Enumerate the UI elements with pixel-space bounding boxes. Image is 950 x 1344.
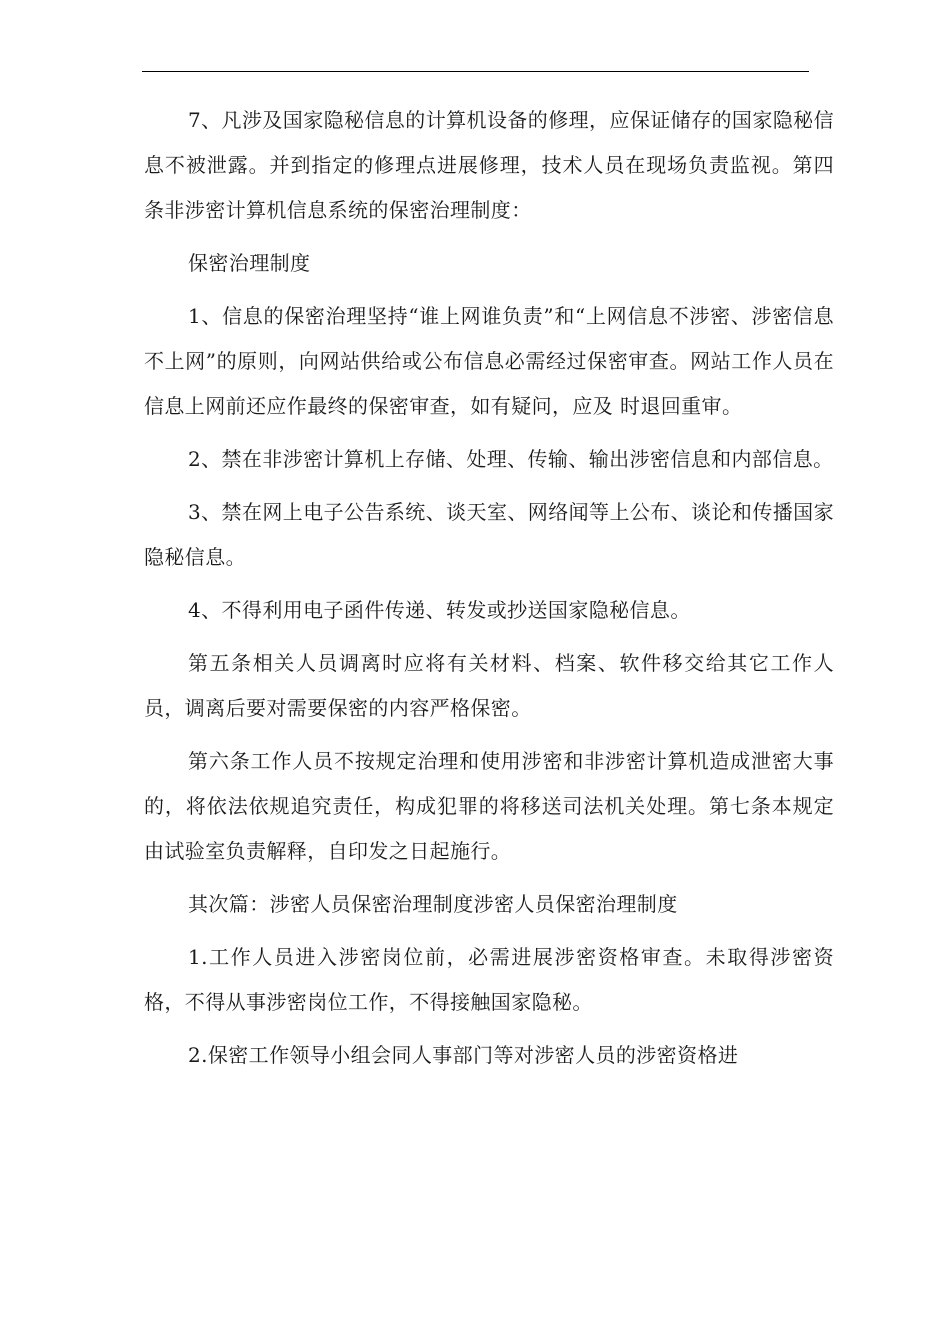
paragraph: 4、不得利用电子函件传递、转发或抄送国家隐秘信息。: [188, 598, 691, 622]
paragraph: 7、凡涉及国家隐秘信息的计算机设备的修理，应保证储存的国家隐秘信息不被泄露。并到指定的修理点进展修理，技术人员在现场负责监视。第四条非涉密计算机信息系统的保密治理制度：: [144, 108, 834, 222]
paragraph: 3、禁在网上电子公告系统、谈天室、网络闻等上公布、谈论和传播国家隐秘信息。: [144, 500, 834, 569]
paragraph: 1.工作人员进入涉密岗位前，必需进展涉密资格审查。未取得涉密资格，不得从事涉密岗位工作，不得接触国家隐秘。: [144, 945, 834, 1014]
paragraph: 2、禁在非涉密计算机上存储、处理、传输、输出涉密信息和内部信息。: [188, 447, 834, 471]
header-rule: [142, 71, 809, 72]
document-body: [144, 98, 834, 1086]
paragraph: 保密治理制度: [188, 251, 311, 275]
paragraph: 第五条相关人员调离时应将有关材料、档案、软件移交给其它工作人员，调离后要对需要保密的内容严格保密。: [144, 651, 834, 720]
paragraph: 其次篇：涉密人员保密治理制度涉密人员保密治理制度: [188, 892, 678, 916]
paragraph: 2.保密工作领导小组会同人事部门等对涉密人员的涉密资格进: [188, 1043, 739, 1067]
paragraph: 1、信息的保密治理坚持“谁上网谁负责”和“上网信息不涉密、涉密信息不上网”的原则，向网站供给或公布信息必需经过保密审查。网站工作人员在信息上网前还应作最终的保密审查，如有疑问，应及 时退回重审。: [144, 304, 834, 418]
paragraph: 第六条工作人员不按规定治理和使用涉密和非涉密计算机造成泄密大事的，将依法依规追究责任，构成犯罪的将移送司法机关处理。第七条本规定由试验室负责解释，自印发之日起施行。: [144, 749, 834, 863]
